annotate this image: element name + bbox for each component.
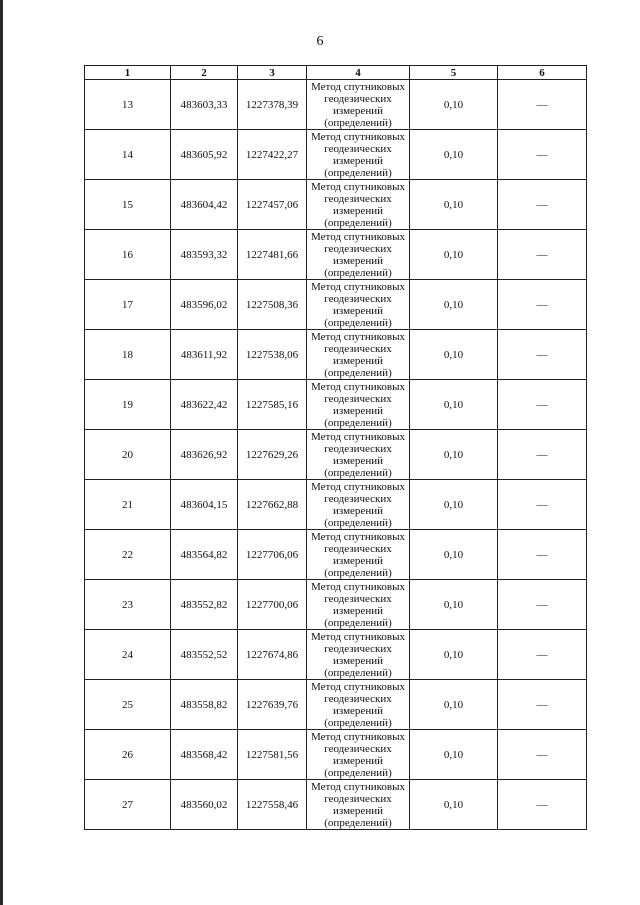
method-line: геодезических bbox=[324, 592, 392, 605]
method-line: измерений bbox=[333, 554, 383, 567]
table-row bbox=[85, 480, 587, 530]
method-line: Метод спутниковых bbox=[311, 780, 405, 793]
point-number-cell: 13 bbox=[85, 80, 171, 130]
precision-cell: 0,10 bbox=[410, 380, 498, 430]
method-line: геодезических bbox=[324, 742, 392, 755]
y-coordinate-cell: 1227378,39 bbox=[238, 80, 307, 130]
point-number-cell: 17 bbox=[85, 280, 171, 330]
point-number-cell: 22 bbox=[85, 530, 171, 580]
precision-cell: 0,10 bbox=[410, 180, 498, 230]
note-cell: — bbox=[498, 330, 587, 380]
x-coordinate-cell: 483552,82 bbox=[171, 580, 238, 630]
method-line: Метод спутниковых bbox=[311, 280, 405, 293]
precision-cell: 0,10 bbox=[410, 630, 498, 680]
x-coordinate-cell: 483605,92 bbox=[171, 130, 238, 180]
method-cell bbox=[307, 780, 410, 830]
y-coordinate-cell: 1227585,16 bbox=[238, 380, 307, 430]
method-line: измерений bbox=[333, 204, 383, 217]
y-coordinate-cell: 1227481,66 bbox=[238, 230, 307, 280]
y-coordinate-cell: 1227662,88 bbox=[238, 480, 307, 530]
method-cell bbox=[307, 80, 410, 130]
header-col-1: 1 bbox=[85, 66, 171, 80]
point-number-cell: 19 bbox=[85, 380, 171, 430]
method-line: (определений) bbox=[324, 266, 392, 279]
table-row bbox=[85, 730, 587, 780]
y-coordinate-cell: 1227581,56 bbox=[238, 730, 307, 780]
x-coordinate-cell: 483552,52 bbox=[171, 630, 238, 680]
method-line: геодезических bbox=[324, 492, 392, 505]
point-number-cell: 26 bbox=[85, 730, 171, 780]
note-cell: — bbox=[498, 530, 587, 580]
y-coordinate-cell: 1227457,06 bbox=[238, 180, 307, 230]
method-line: измерений bbox=[333, 504, 383, 517]
note-cell: — bbox=[498, 380, 587, 430]
method-cell bbox=[307, 530, 410, 580]
method-line: измерений bbox=[333, 254, 383, 267]
method-line: геодезических bbox=[324, 442, 392, 455]
x-coordinate-cell: 483622,42 bbox=[171, 380, 238, 430]
method-line: (определений) bbox=[324, 316, 392, 329]
precision-cell: 0,10 bbox=[410, 430, 498, 480]
table-row bbox=[85, 180, 587, 230]
y-coordinate-cell: 1227422,27 bbox=[238, 130, 307, 180]
method-line: (определений) bbox=[324, 816, 392, 829]
method-line: геодезических bbox=[324, 692, 392, 705]
method-line: (определений) bbox=[324, 216, 392, 229]
method-line: Метод спутниковых bbox=[311, 80, 405, 93]
method-line: (определений) bbox=[324, 516, 392, 529]
table-row bbox=[85, 580, 587, 630]
method-cell bbox=[307, 730, 410, 780]
x-coordinate-cell: 483603,33 bbox=[171, 80, 238, 130]
method-cell bbox=[307, 580, 410, 630]
x-coordinate-cell: 483611,92 bbox=[171, 330, 238, 380]
note-cell: — bbox=[498, 430, 587, 480]
y-coordinate-cell: 1227639,76 bbox=[238, 680, 307, 730]
method-line: геодезических bbox=[324, 542, 392, 555]
point-number-cell: 18 bbox=[85, 330, 171, 380]
method-line: Метод спутниковых bbox=[311, 530, 405, 543]
table-row bbox=[85, 630, 587, 680]
table-body bbox=[85, 80, 587, 830]
point-number-cell: 23 bbox=[85, 580, 171, 630]
method-line: Метод спутниковых bbox=[311, 330, 405, 343]
method-line: измерений bbox=[333, 754, 383, 767]
method-cell bbox=[307, 180, 410, 230]
method-line: Метод спутниковых bbox=[311, 130, 405, 143]
coordinates-table bbox=[84, 65, 587, 830]
note-cell: — bbox=[498, 780, 587, 830]
precision-cell: 0,10 bbox=[410, 780, 498, 830]
method-line: геодезических bbox=[324, 792, 392, 805]
y-coordinate-cell: 1227700,06 bbox=[238, 580, 307, 630]
y-coordinate-cell: 1227706,06 bbox=[238, 530, 307, 580]
header-col-2: 2 bbox=[171, 66, 238, 80]
method-line: измерений bbox=[333, 304, 383, 317]
table-row bbox=[85, 430, 587, 480]
method-line: Метод спутниковых bbox=[311, 480, 405, 493]
precision-cell: 0,10 bbox=[410, 530, 498, 580]
x-coordinate-cell: 483604,42 bbox=[171, 180, 238, 230]
x-coordinate-cell: 483593,32 bbox=[171, 230, 238, 280]
method-cell bbox=[307, 330, 410, 380]
method-line: Метод спутниковых bbox=[311, 180, 405, 193]
method-line: измерений bbox=[333, 154, 383, 167]
y-coordinate-cell: 1227538,06 bbox=[238, 330, 307, 380]
point-number-cell: 20 bbox=[85, 430, 171, 480]
note-cell: — bbox=[498, 630, 587, 680]
precision-cell: 0,10 bbox=[410, 230, 498, 280]
method-cell bbox=[307, 380, 410, 430]
table-row bbox=[85, 380, 587, 430]
table-header bbox=[85, 66, 587, 80]
method-line: измерений bbox=[333, 454, 383, 467]
method-line: (определений) bbox=[324, 416, 392, 429]
x-coordinate-cell: 483596,02 bbox=[171, 280, 238, 330]
table-row bbox=[85, 280, 587, 330]
method-line: (определений) bbox=[324, 366, 392, 379]
method-cell bbox=[307, 130, 410, 180]
method-line: геодезических bbox=[324, 292, 392, 305]
note-cell: — bbox=[498, 580, 587, 630]
y-coordinate-cell: 1227508,36 bbox=[238, 280, 307, 330]
point-number-cell: 25 bbox=[85, 680, 171, 730]
header-col-3: 3 bbox=[238, 66, 307, 80]
method-line: геодезических bbox=[324, 342, 392, 355]
method-line: измерений bbox=[333, 704, 383, 717]
method-line: (определений) bbox=[324, 616, 392, 629]
x-coordinate-cell: 483604,15 bbox=[171, 480, 238, 530]
precision-cell: 0,10 bbox=[410, 680, 498, 730]
method-cell bbox=[307, 280, 410, 330]
header-col-6: 6 bbox=[498, 66, 587, 80]
method-line: геодезических bbox=[324, 192, 392, 205]
method-line: геодезических bbox=[324, 92, 392, 105]
method-line: (определений) bbox=[324, 716, 392, 729]
method-line: (определений) bbox=[324, 116, 392, 129]
table-row bbox=[85, 80, 587, 130]
method-line: (определений) bbox=[324, 666, 392, 679]
method-line: измерений bbox=[333, 804, 383, 817]
note-cell: — bbox=[498, 730, 587, 780]
point-number-cell: 16 bbox=[85, 230, 171, 280]
point-number-cell: 15 bbox=[85, 180, 171, 230]
method-line: измерений bbox=[333, 654, 383, 667]
method-line: измерений bbox=[333, 604, 383, 617]
method-line: измерений bbox=[333, 354, 383, 367]
table-row bbox=[85, 230, 587, 280]
method-line: Метод спутниковых bbox=[311, 580, 405, 593]
x-coordinate-cell: 483568,42 bbox=[171, 730, 238, 780]
point-number-cell: 27 bbox=[85, 780, 171, 830]
method-line: Метод спутниковых bbox=[311, 730, 405, 743]
point-number-cell: 21 bbox=[85, 480, 171, 530]
table-row bbox=[85, 130, 587, 180]
method-line: (определений) bbox=[324, 566, 392, 579]
precision-cell: 0,10 bbox=[410, 580, 498, 630]
x-coordinate-cell: 483560,02 bbox=[171, 780, 238, 830]
precision-cell: 0,10 bbox=[410, 280, 498, 330]
method-cell bbox=[307, 480, 410, 530]
table-row bbox=[85, 530, 587, 580]
method-cell bbox=[307, 430, 410, 480]
method-cell bbox=[307, 630, 410, 680]
table-row bbox=[85, 680, 587, 730]
precision-cell: 0,10 bbox=[410, 130, 498, 180]
x-coordinate-cell: 483564,82 bbox=[171, 530, 238, 580]
y-coordinate-cell: 1227558,46 bbox=[238, 780, 307, 830]
method-line: геодезических bbox=[324, 142, 392, 155]
table-row bbox=[85, 780, 587, 830]
y-coordinate-cell: 1227629,26 bbox=[238, 430, 307, 480]
method-cell bbox=[307, 230, 410, 280]
header-col-5: 5 bbox=[410, 66, 498, 80]
note-cell: — bbox=[498, 130, 587, 180]
method-line: (определений) bbox=[324, 166, 392, 179]
x-coordinate-cell: 483558,82 bbox=[171, 680, 238, 730]
precision-cell: 0,10 bbox=[410, 480, 498, 530]
method-line: Метод спутниковых bbox=[311, 680, 405, 693]
note-cell: — bbox=[498, 280, 587, 330]
point-number-cell: 24 bbox=[85, 630, 171, 680]
note-cell: — bbox=[498, 480, 587, 530]
method-line: геодезических bbox=[324, 242, 392, 255]
precision-cell: 0,10 bbox=[410, 730, 498, 780]
method-line: Метод спутниковых bbox=[311, 380, 405, 393]
header-col-4: 4 bbox=[307, 66, 410, 80]
page-number: 6 bbox=[316, 34, 324, 49]
table-row bbox=[85, 330, 587, 380]
x-coordinate-cell: 483626,92 bbox=[171, 430, 238, 480]
method-line: измерений bbox=[333, 404, 383, 417]
note-cell: — bbox=[498, 80, 587, 130]
method-cell bbox=[307, 680, 410, 730]
method-line: Метод спутниковых bbox=[311, 230, 405, 243]
note-cell: — bbox=[498, 680, 587, 730]
method-line: Метод спутниковых bbox=[311, 630, 405, 643]
point-number-cell: 14 bbox=[85, 130, 171, 180]
method-line: Метод спутниковых bbox=[311, 430, 405, 443]
y-coordinate-cell: 1227674,86 bbox=[238, 630, 307, 680]
method-line: измерений bbox=[333, 104, 383, 117]
method-line: (определений) bbox=[324, 766, 392, 779]
scan-edge-shadow bbox=[0, 0, 3, 905]
method-line: (определений) bbox=[324, 466, 392, 479]
header-row bbox=[85, 66, 587, 80]
precision-cell: 0,10 bbox=[410, 80, 498, 130]
precision-cell: 0,10 bbox=[410, 330, 498, 380]
note-cell: — bbox=[498, 230, 587, 280]
note-cell: — bbox=[498, 180, 587, 230]
method-line: геодезических bbox=[324, 392, 392, 405]
method-line: геодезических bbox=[324, 642, 392, 655]
